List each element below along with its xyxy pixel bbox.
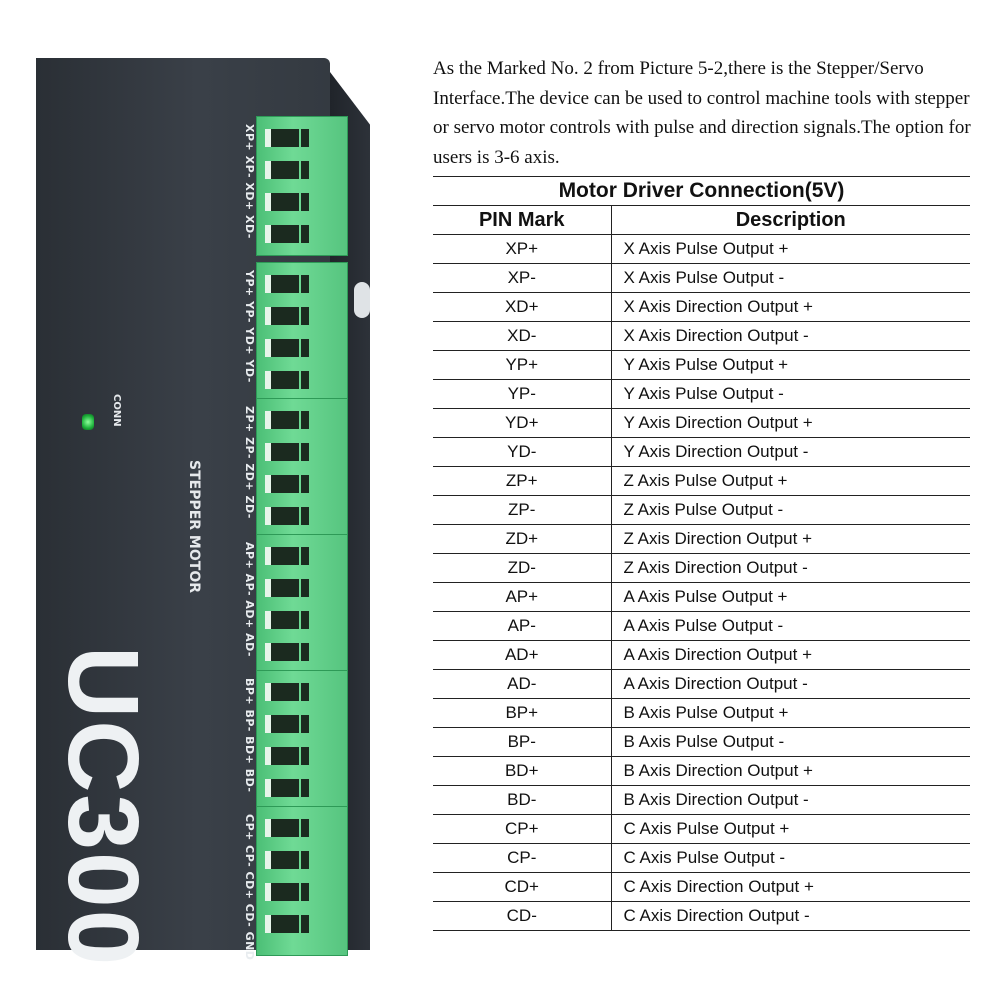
table-row (433, 844, 970, 873)
pin-mark-cell: ZP- (433, 496, 611, 525)
mounting-screw (354, 282, 370, 318)
description-cell: Y Axis Pulse Output + (611, 351, 970, 380)
description-cell: B Axis Direction Output - (611, 786, 970, 815)
terminal-screw (301, 225, 309, 243)
terminal-strip (243, 116, 348, 961)
description-cell: Y Axis Pulse Output - (611, 380, 970, 409)
description-cell: A Axis Pulse Output - (611, 612, 970, 641)
terminal-screw (301, 715, 309, 733)
table-row (433, 699, 970, 728)
pin-mark-cell: AP- (433, 612, 611, 641)
terminal-pin-label: BP+ BP- BD+ BD- (243, 678, 256, 793)
conn-led-indicator (82, 414, 94, 430)
terminal-slot (265, 161, 299, 179)
pin-mark-cell: BP- (433, 728, 611, 757)
terminal-screw (301, 547, 309, 565)
terminal-screw (301, 411, 309, 429)
description-cell: C Axis Direction Output - (611, 902, 970, 931)
table-row (433, 467, 970, 496)
terminal-block (256, 806, 348, 956)
terminal-screw (301, 339, 309, 357)
pin-mark-cell: ZP+ (433, 467, 611, 496)
terminal-slot (265, 275, 299, 293)
description-cell: A Axis Direction Output - (611, 670, 970, 699)
header-description: Description (611, 206, 970, 235)
table-row (433, 264, 970, 293)
terminal-screw (301, 307, 309, 325)
terminal-slot (265, 411, 299, 429)
description-cell: Z Axis Pulse Output + (611, 467, 970, 496)
table-row (433, 873, 970, 902)
terminal-slot (265, 683, 299, 701)
terminal-screw (301, 747, 309, 765)
terminal-block (256, 398, 348, 538)
pin-mark-cell: CD+ (433, 873, 611, 902)
terminal-screw (301, 819, 309, 837)
table-title-row (433, 177, 970, 206)
table-row (433, 757, 970, 786)
description-cell: Z Axis Direction Output + (611, 525, 970, 554)
terminal-slot (265, 371, 299, 389)
description-cell: Y Axis Direction Output - (611, 438, 970, 467)
table-header-row (433, 206, 970, 235)
terminal-pin-label: ZP+ ZP- ZD+ ZD- (243, 406, 256, 519)
terminal-pin-label: XP+ XP- XD+ XD- (243, 124, 256, 239)
table-row (433, 728, 970, 757)
description-cell: A Axis Direction Output + (611, 641, 970, 670)
terminal-screw (301, 683, 309, 701)
pin-mark-cell: XD+ (433, 293, 611, 322)
terminal-screw (301, 275, 309, 293)
pin-mark-cell: XP+ (433, 235, 611, 264)
terminal-screw (301, 883, 309, 901)
terminal-slot (265, 643, 299, 661)
table-row (433, 641, 970, 670)
terminal-screw (301, 915, 309, 933)
terminal-screw (301, 779, 309, 797)
terminal-slot (265, 715, 299, 733)
terminal-screw (301, 851, 309, 869)
terminal-block (256, 670, 348, 810)
pin-mark-cell: CD- (433, 902, 611, 931)
terminal-screw (301, 507, 309, 525)
terminal-block (256, 116, 348, 256)
terminal-screw (301, 611, 309, 629)
terminal-slot (265, 883, 299, 901)
pin-mark-cell: AD- (433, 670, 611, 699)
pin-mark-cell: XD- (433, 322, 611, 351)
terminal-slot (265, 129, 299, 147)
table-row (433, 554, 970, 583)
terminal-pin-label: AP+ AP- AD+ AD- (243, 542, 256, 658)
pin-mark-cell: BD+ (433, 757, 611, 786)
table-row (433, 409, 970, 438)
terminal-screw (301, 371, 309, 389)
pin-mark-cell: AP+ (433, 583, 611, 612)
description-cell: X Axis Direction Output + (611, 293, 970, 322)
terminal-slot (265, 339, 299, 357)
device-photo (36, 58, 370, 968)
table-row (433, 235, 970, 264)
conn-label: CONN (111, 394, 122, 427)
pin-mark-cell: ZD+ (433, 525, 611, 554)
description-cell: X Axis Pulse Output + (611, 235, 970, 264)
table-row (433, 496, 970, 525)
description-cell: Z Axis Direction Output - (611, 554, 970, 583)
pin-mark-cell: CP+ (433, 815, 611, 844)
pin-mark-cell: CP- (433, 844, 611, 873)
terminal-slot (265, 819, 299, 837)
model-label: UC300 (47, 646, 159, 968)
terminal-screw (301, 443, 309, 461)
description-cell: C Axis Pulse Output + (611, 815, 970, 844)
pin-table (433, 176, 970, 931)
description-cell: C Axis Pulse Output - (611, 844, 970, 873)
pin-mark-cell: BD- (433, 786, 611, 815)
table-row (433, 902, 970, 931)
terminal-slot (265, 851, 299, 869)
terminal-slot (265, 579, 299, 597)
terminal-slot (265, 307, 299, 325)
terminal-screw (301, 129, 309, 147)
pin-mark-cell: YD+ (433, 409, 611, 438)
pin-mark-cell: BP+ (433, 699, 611, 728)
table-title: Motor Driver Connection(5V) (433, 177, 970, 206)
terminal-slot (265, 225, 299, 243)
terminal-pin-label: YP+ YP- YD+ YD- (243, 270, 256, 383)
intro-paragraph: As the Marked No. 2 from Picture 5-2,there is the Stepper/Servo Interface.The device can be used to control machine tools with stepper or servo motor controls with pulse and direction signals.The option for users is 3-6 axis. (433, 58, 971, 168)
terminal-screw (301, 643, 309, 661)
description-cell: X Axis Direction Output - (611, 322, 970, 351)
description-cell: Z Axis Pulse Output - (611, 496, 970, 525)
terminal-slot (265, 915, 299, 933)
table-row (433, 583, 970, 612)
description-cell: A Axis Pulse Output + (611, 583, 970, 612)
terminal-slot (265, 443, 299, 461)
description-cell: B Axis Pulse Output + (611, 699, 970, 728)
header-pin-mark: PIN Mark (433, 206, 611, 235)
description-cell: B Axis Pulse Output - (611, 728, 970, 757)
pin-mark-cell: YD- (433, 438, 611, 467)
terminal-slot (265, 475, 299, 493)
table-body (433, 235, 970, 931)
description-cell: B Axis Direction Output + (611, 757, 970, 786)
terminal-slot (265, 747, 299, 765)
table-row (433, 351, 970, 380)
pin-mark-cell: ZD- (433, 554, 611, 583)
pin-mark-cell: YP+ (433, 351, 611, 380)
terminal-slot (265, 193, 299, 211)
table-row (433, 786, 970, 815)
terminal-slot (265, 779, 299, 797)
description-cell: Y Axis Direction Output + (611, 409, 970, 438)
terminal-screw (301, 579, 309, 597)
terminal-screw (301, 193, 309, 211)
terminal-screw (301, 161, 309, 179)
table-row (433, 815, 970, 844)
description-cell: C Axis Direction Output + (611, 873, 970, 902)
description-cell: X Axis Pulse Output - (611, 264, 970, 293)
table-row (433, 670, 970, 699)
stepper-motor-label: STEPPER MOTOR (186, 460, 202, 593)
table-row (433, 525, 970, 554)
pin-mark-cell: AD+ (433, 641, 611, 670)
terminal-pin-label: CP+ CP- CD+ CD- GND (243, 814, 256, 961)
terminal-slot (265, 507, 299, 525)
table-row (433, 438, 970, 467)
terminal-slot (265, 547, 299, 565)
table-row (433, 612, 970, 641)
terminal-screw (301, 475, 309, 493)
terminal-slot (265, 611, 299, 629)
table-row (433, 322, 970, 351)
pin-mark-cell: XP- (433, 264, 611, 293)
terminal-block (256, 534, 348, 674)
terminal-block (256, 262, 348, 402)
table-row (433, 380, 970, 409)
pin-mark-cell: YP- (433, 380, 611, 409)
table-row (433, 293, 970, 322)
